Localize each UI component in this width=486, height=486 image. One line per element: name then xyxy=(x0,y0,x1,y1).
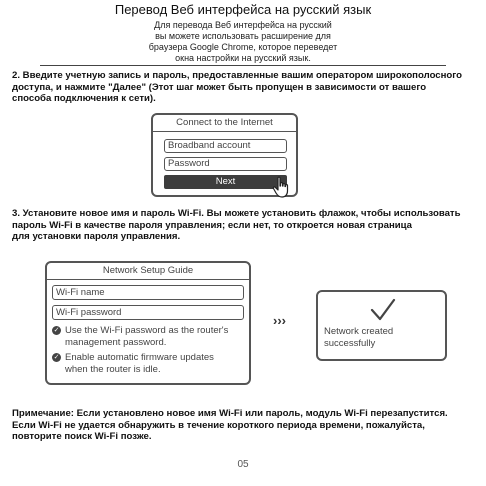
network-setup-panel xyxy=(45,261,251,385)
header-text: Для перевода Веб интерфейса на русский вы можете использовать расширение для браузера Google Chrome, которое переведет окна настройки на русский язык. xyxy=(148,20,338,63)
network-created-panel xyxy=(316,290,447,361)
network-created-text: Network created successfully xyxy=(324,326,394,349)
checkmark-icon[interactable]: ✓ xyxy=(53,354,60,361)
wifi-name-field[interactable]: Wi-Fi name xyxy=(52,285,244,300)
auto-firmware-update-option[interactable] xyxy=(52,352,248,375)
connect-panel-title: Connect to the Internet xyxy=(153,115,296,132)
wifi-password-field[interactable]: Wi-Fi password xyxy=(52,305,244,320)
translation-header xyxy=(0,2,486,64)
option-label: Enable automatic firmware updates when the router is idle. xyxy=(65,352,214,375)
note-text: Примечание: Если установлено новое имя Wi-Fi или пароль, модуль Wi-Fi перезапустится. Если Wi-Fi не удается обнаружить в течение короткого периода времени, пожалуйста, повторите поиск Wi-Fi позже. xyxy=(12,408,448,442)
broadband-account-field[interactable]: Broadband account xyxy=(164,139,287,153)
setup-panel-title: Network Setup Guide xyxy=(47,263,249,280)
next-button[interactable]: Next xyxy=(164,175,287,189)
step-3-instructions: 3. Установите новое имя и пароль Wi-Fi. Вы можете установить флажок, чтобы использовать пароль Wi-Fi в качестве пароля управления; если нет, то откроется новая страница для установки пароля управления. xyxy=(12,208,461,242)
page-number: 05 xyxy=(237,459,249,470)
password-field[interactable]: Password xyxy=(164,157,287,171)
use-wifi-password-option[interactable] xyxy=(52,325,248,348)
option-label: Use the Wi-Fi password as the router's management password. xyxy=(65,325,229,348)
arrows-icon: ››› xyxy=(273,313,286,328)
hand-pointer-icon xyxy=(272,176,292,198)
success-check-icon xyxy=(364,296,400,324)
checkmark-icon[interactable]: ✓ xyxy=(53,327,60,334)
header-title: Перевод Веб интерфейса на русский язык xyxy=(114,2,372,17)
step-2-instructions: 2. Введите учетную запись и пароль, предоставленные вашим оператором широкополосного доступа, и нажмите "Далее" (Этот шаг может быть пропущен в зависимости от вашего способа подключения к сети). xyxy=(12,70,463,104)
header-divider xyxy=(40,65,446,66)
